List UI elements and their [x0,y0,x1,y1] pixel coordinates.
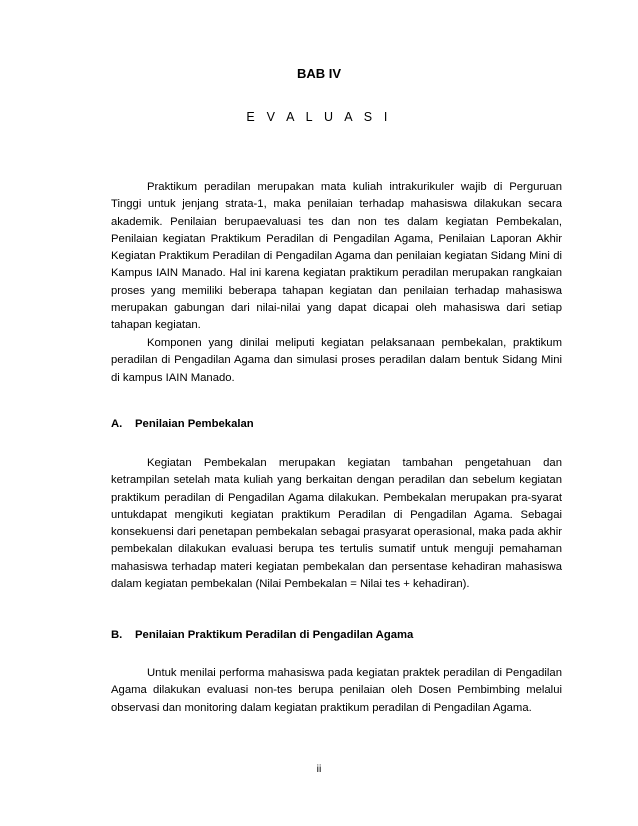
intro-paragraph-2: Komponen yang dinilai meliputi kegiatan pelaksanaan pembekalan, praktikum peradilan di Pengadilan Agama dan simulasi proses peradilan dalam bentuk Sidang Mini di kampus IAIN Manado. [111,337,562,384]
section-a-title: Penilaian Pembekalan [135,418,254,430]
section-a-heading [111,418,562,430]
chapter-label: BAB IV [296,66,342,81]
intro-paragraph-1: Praktikum peradilan merupakan mata kuliah intrakurikuler wajib di Perguruan Tinggi untuk jenjang strata-1, maka penilaian terhadap mahasiswa dilakukan secara akademik. Penilaian berupaevaluasi tes dan non tes dalam kegiatan Pembekalan, Penilaian kegiatan Praktikum Peradilan di Pengadilan Agama, Penilaian Laporan Akhir Kegiatan Praktikum Peradilan di Pengadilan Agama dan penilaian kegiatan Sidang Mini di Kampus IAIN Manado. Hal ini karena kegiatan praktikum peradilan merupakan rangkaian proses yang memiliki beberapa tahapan kegiatan dan penilaian terhadap mahasiswa merupakan gabungan dari nilai-nilai yang dapat dicapai oleh mahasiswa dari setiap tahapan kegiatan. [111,181,562,332]
section-b-heading [111,629,562,641]
section-b-paragraph: Untuk menilai performa mahasiswa pada kegiatan praktek peradilan di Pengadilan Agama dilakukan evaluasi non-tes berupa penilaian oleh Dosen Pembimbing melalui observasi dan monitoring dalam kegiatan praktikum peradilan di Pengadilan Agama. [111,667,562,714]
chapter-title: E V A L U A S I [246,110,392,124]
section-a-paragraph: Kegiatan Pembekalan merupakan kegiatan tambahan pengetahuan dan ketrampilan setelah mata kuliah yang berkaitan dengan peradilan dan sebelum kegiatan praktikum peradilan di Pengadilan Agama dilakukan. Pembekalan merupakan pra-syarat untukdapat mengikuti kegiatan praktikum Peradilan di Pengadilan Agama. Sebagai konsekuensi dari penetapan pembekalan sebagai prasyarat operasional, maka pada akhir pembekalan dilakukan evaluasi berupa tes tertulis sumatif untuk menguji pemahaman mahasiswa terhadap materi kegiatan pembekalan dan persentase kehadiran mahasiswa dalam kegiatan pembekalan (Nilai Pembekalan = Nilai tes + kehadiran). [111,457,562,591]
section-a-number: A. [111,418,123,430]
section-b-number: B. [111,629,123,641]
section-b-title: Penilaian Praktikum Peradilan di Pengadilan Agama [135,629,414,641]
page-number: ii [316,763,322,775]
